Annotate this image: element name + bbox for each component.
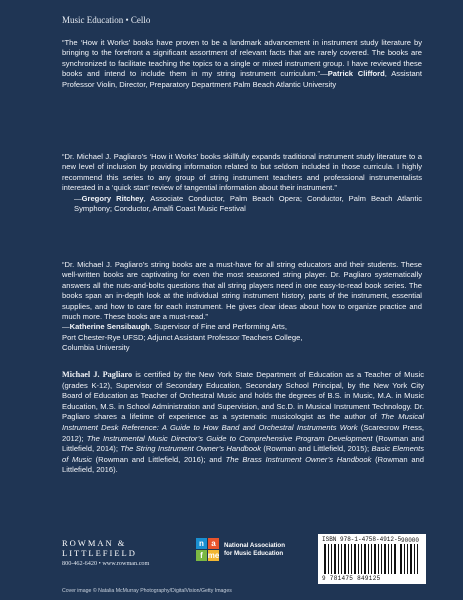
- barcode-stripe: [374, 544, 376, 574]
- endorser-name: Gregory Ritchey: [81, 193, 144, 203]
- barcode-stripe: [364, 544, 366, 574]
- nafme-name-line2: for Music Education: [224, 549, 284, 557]
- barcode-stripe: [381, 544, 382, 574]
- barcode-stripe: [348, 544, 349, 574]
- barcode-stripe: [388, 544, 389, 574]
- barcode-stripe: [407, 544, 408, 574]
- quote-text: “The ‘How it Works’ books have proven to be a landmark advancement in instrument study literature by bringing to the forefront a significant assortment of relevant facts that are rarely covered. The books are synchronized to facilitate teaching the topics to a single or mixed instrument group. I have reviewed these books and intend to include them in my string instrument curriculum.”—: [62, 38, 422, 79]
- isbn-text: ISBN 978-1-4758-4912-5: [322, 536, 402, 543]
- book-title: The String Instrument Owner’s Handbook: [120, 444, 262, 454]
- attribution-dash: —: [62, 322, 70, 332]
- price-code: 90000: [401, 537, 420, 544]
- publisher-contact: 800-462-6420 • www.rowman.com: [62, 560, 150, 567]
- endorser-name: Patrick Clifford: [327, 69, 385, 79]
- barcode-stripe: [361, 544, 362, 574]
- endorsement-quote-3: [62, 260, 422, 354]
- publisher-logo: [62, 538, 149, 567]
- bio-text: (Rowman and Littlefield, 2014);: [62, 433, 424, 454]
- nafme-letter: f: [196, 550, 207, 561]
- barcode-stripe: [344, 544, 346, 574]
- quote-text: “Dr. Michael J. Pagliaro’s string books are a must-have for all string educators and their students. These well-written books are captivating for even the most seasoned string player. Dr. Pagliaro systematically answers all the nuts-and-bolts questions that all string players need in one easy-to-read book series. The books span an in-depth look at the individual string instrument history, parts of the instrument, essential supplies, and how to care for each instrument. He gives clear ideas about how to organize practice and much more. These books are a must-read.”: [62, 260, 422, 322]
- barcode-stripe: [410, 544, 412, 574]
- nafme-letter: a: [208, 538, 219, 549]
- barcode-stripe: [368, 544, 369, 574]
- endorser-affiliation-line: Columbia University: [62, 343, 130, 353]
- barcode-stripe: [400, 544, 402, 574]
- endorsement-quote-2: [62, 152, 422, 214]
- endorsement-attribution: [62, 194, 422, 215]
- bio-text: (Rowman and Littlefield, 2015);: [261, 444, 372, 454]
- barcode-stripe: [331, 544, 332, 574]
- barcode-stripe: [341, 544, 342, 574]
- book-title: Basic Elements of Music: [62, 444, 424, 464]
- endorser-affiliation: , Assistant Professor Violin, Director, Preparatory Department Palm Beach Atlantic University: [62, 69, 423, 89]
- barcode-stripe: [394, 544, 396, 574]
- nafme-name: [224, 542, 285, 556]
- author-bio: [62, 370, 424, 476]
- barcode-stripe: [371, 544, 372, 574]
- endorsement-quote-1: [62, 38, 422, 90]
- barcode-stripe: [351, 544, 352, 574]
- endorser-affiliation-line: , Supervisor of Fine and Performing Arts,: [149, 322, 287, 332]
- barcode-number: 9 781475 849125: [322, 575, 381, 582]
- nafme-logo: [196, 538, 285, 561]
- isbn-barcode: [318, 534, 426, 584]
- barcode-bars: [324, 544, 396, 574]
- barcode-stripe: [414, 544, 415, 574]
- bio-text: (Rowman and Littlefield, 2016).: [62, 454, 424, 475]
- barcode-stripe: [358, 544, 359, 574]
- category-label: Music Education • Cello: [62, 15, 151, 25]
- book-title: The Instrumental Music Director’s Guide to Comprehensive Program Development: [86, 433, 373, 443]
- nafme-name-line1: National Association: [224, 542, 285, 550]
- barcode-stripe: [328, 544, 329, 574]
- barcode-stripe: [338, 544, 339, 574]
- author-name: Michael J. Pagliaro: [62, 370, 133, 379]
- barcode-stripe: [334, 544, 336, 574]
- cover-image-credit: Cover image © Natalia McMurray Photography/DigitalVision/Getty Images: [62, 588, 232, 594]
- price-barcode-bars: [400, 544, 420, 574]
- endorsement-attribution: [62, 322, 422, 332]
- barcode-stripe: [391, 544, 392, 574]
- barcode-stripe: [404, 544, 405, 574]
- endorser-name: Katherine Sensibaugh: [69, 322, 150, 332]
- nafme-logo-mark: [196, 538, 219, 561]
- barcode-stripe: [417, 544, 418, 574]
- barcode-stripe: [384, 544, 386, 574]
- book-title: The Musical Instrument Desk Reference: A Guide to How Band and Orchestral Instruments Work: [62, 412, 425, 432]
- quote-text: “Dr. Michael J. Pagliaro’s ‘How it Works’ books skillfully expands traditional instrument study literature to a new level of inclusion by providing information related to but seldom included in those curricula. I highly recommend this series to any group of string instrument teachers and professional instrumentalists interested in a ‘quick start’ review of tangential information about their instrument.”: [62, 152, 422, 193]
- bio-text: (Rowman and Littlefield, 2016); and: [91, 454, 226, 464]
- bio-text: (Scarecrow Press, 2012);: [62, 422, 424, 443]
- barcode-stripe: [324, 544, 326, 574]
- nafme-letter: me: [207, 551, 220, 560]
- publisher-name-line2: LITTLEFIELD: [62, 548, 137, 558]
- nafme-letter: n: [196, 538, 207, 549]
- bio-text: is certified by the New York State Department of Education as a Teacher of Music (grades K-12), Supervisor of Secondary Education, Secondary School Principal, by the New York City Board of Education as Teacher of Orchestral Music and holds the degrees of B.S. in Music, M.A. in Music Education, M.S. in School Administration and Supervision, and Sc.D. in Musical Instrument Technology. Dr. Pagliaro shares a lifetime of experience as a systematic musicologist as the author of: [62, 370, 424, 422]
- barcode-stripe: [378, 544, 379, 574]
- endorser-affiliation: , Associate Conductor, Palm Beach Opera; Conductor, Palm Beach Atlantic Symphony; Conductor, Amalfi Coast Music Festival: [74, 193, 422, 214]
- endorser-affiliation-line: Port Chester-Rye UFSD; Adjunct Assistant Professor Teachers College,: [62, 332, 303, 342]
- publisher-name-line1: ROWMAN &: [62, 538, 127, 548]
- book-title: The Brass Instrument Owner’s Handbook: [225, 454, 372, 464]
- barcode-stripe: [354, 544, 356, 574]
- attribution-dash: —: [74, 193, 82, 203]
